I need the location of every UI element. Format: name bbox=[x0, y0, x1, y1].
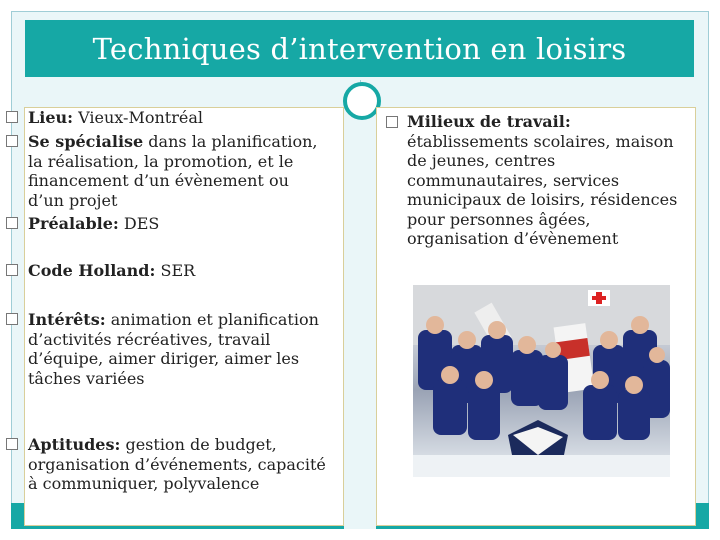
checkbox-bullet-icon bbox=[6, 438, 18, 450]
checkbox-bullet-icon bbox=[6, 135, 18, 147]
list-item: Code Holland: SER bbox=[28, 261, 328, 281]
list-item: Préalable: DES bbox=[28, 214, 328, 234]
checkbox-bullet-icon bbox=[6, 264, 18, 276]
page-title: Techniques d’intervention en loisirs bbox=[92, 31, 627, 66]
list-item: Lieu: Vieux-Montréal bbox=[28, 108, 328, 128]
list-item: Se spécialise dans la planification, la réalisation, la promotion, et le financement d’un évènement ou d’un projet bbox=[28, 132, 328, 210]
workplaces-text: Milieux de travail: établissements scolaires, maison de jeunes, centres communautaires, services municipaux de loisirs, résidences pour personnes âgées, organisation d’évènement bbox=[407, 112, 692, 249]
checkbox-bullet-icon bbox=[6, 217, 18, 229]
checkbox-bullet-icon bbox=[6, 313, 18, 325]
checkbox-bullet-icon bbox=[6, 111, 18, 123]
checkbox-bullet-icon bbox=[386, 116, 398, 128]
title-bar bbox=[25, 20, 694, 77]
list-item: Aptitudes: gestion de budget, organisation d’événements, capacité à communiquer, polyvalence bbox=[28, 435, 328, 494]
hockey-team-photo bbox=[413, 285, 670, 477]
team-photo-icon bbox=[413, 285, 670, 477]
list-item: Intérêts: animation et planification d’activités récréatives, travail d’équipe, aimer diriger, aimer les tâches variées bbox=[28, 310, 328, 388]
